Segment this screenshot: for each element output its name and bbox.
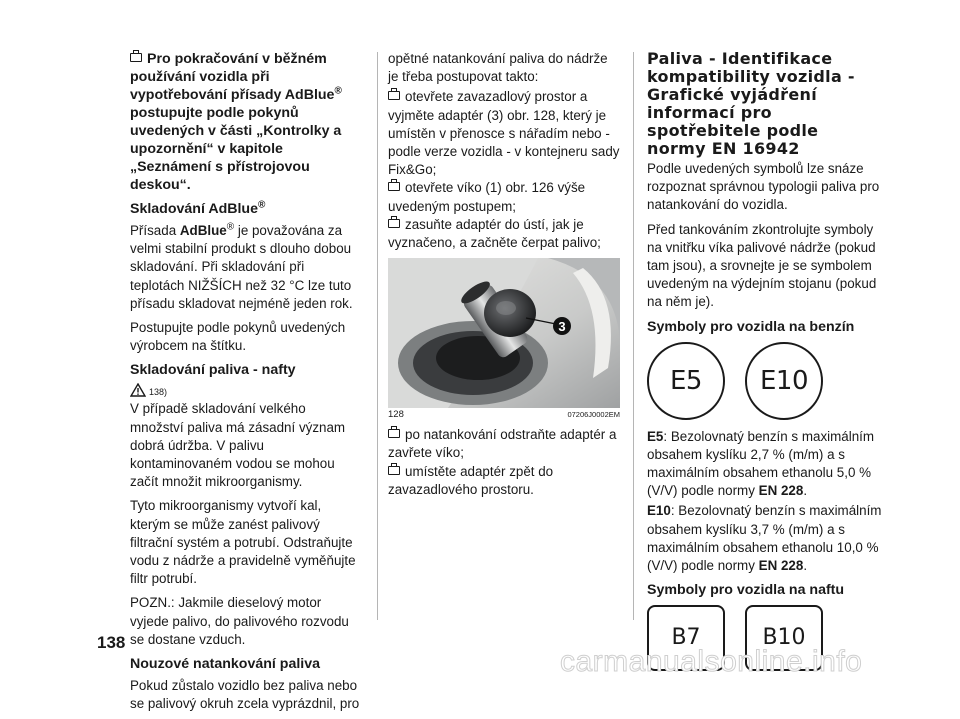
list-item <box>388 463 620 499</box>
car-trunk-bullet-icon <box>388 182 400 191</box>
list-item-text: zasuňte adaptér do ústí, jak je vyznačeno, a začněte čerpat palivo; <box>388 216 601 251</box>
lead-text-2: postupujte podle pokynů uvedených v části „Kontrolky a upozornění“ v kapitole „Seznámení s přístrojovou deskou“. <box>130 105 342 193</box>
warning-ref-number: 138) <box>149 387 168 398</box>
e5-label: E5 <box>647 428 664 444</box>
list-item-text: po natankování odstraňte adaptér a zavřete víko; <box>388 427 617 461</box>
paragraph-diesel-2: Tyto mikroorganismy vytvoří kal, kterým se může zanést palivový filtrační systém a potrubí. Odstraňujte vodu z nádrže a pravidelně vyměňujte filtr potrubí. <box>130 498 356 587</box>
figure-128-photo <box>388 258 620 408</box>
fuel-adapter-illustration <box>388 258 620 408</box>
e10-label: E10 <box>647 503 671 519</box>
callout-number: 3 <box>558 319 566 335</box>
list-item-text: otevřete víko (1) obr. 126 výše uvedeným postupem; <box>388 180 586 214</box>
paragraph-emergency: Pokud zůstalo vozidlo bez paliva nebo se palivový okruh zcela vyprázdnil, pro <box>130 678 360 712</box>
text: : Bezolovnatý benzín s maximálním obsahem kyslíku 3,7 % (m/m) a s maximálním obsahem ethanolu 10,0 % (V/V) podle normy <box>647 503 882 574</box>
text: Přísada <box>130 223 180 238</box>
lead-text-1: Pro pokračování v běžném používání vozidla při vypotřebování přísady AdBlue <box>130 51 335 103</box>
norm-reference: EN 228 <box>758 483 804 499</box>
watermark: carmanualsonline.info <box>560 645 863 678</box>
paragraph-note: POZN.: Jakmile dieselový motor vyjede palivo, do palivového rozvodu se dostane vzduch. <box>130 595 349 647</box>
heading-petrol-symbols: Symboly pro vozidla na benzín <box>647 318 855 335</box>
petrol-symbols <box>647 342 882 420</box>
paragraph-continued: opětné natankování paliva do nádrže je třeba postupovat takto: <box>388 51 608 85</box>
column-right <box>647 50 882 679</box>
list-item <box>388 88 620 179</box>
text: : Bezolovnatý benzín s maximálním obsahem kyslíku 2,7 % (m/m) a s maximálním obsahem ethanolu 5,0 % (V/V) podle normy <box>647 428 875 499</box>
car-trunk-bullet-icon <box>388 466 400 475</box>
paragraph-diesel-1: V případě skladování velkého množství paliva má zásadní význam dobrá údržba. V palivu kontaminovaném vodou se mohou začít množit mikroorganismy. <box>130 401 346 490</box>
page-number: 138 <box>97 633 126 652</box>
heading-adblue-storage <box>130 200 360 218</box>
text: . <box>803 483 808 499</box>
paragraph-check-symbols: Před tankováním zkontrolujte symboly na vnitřku víka palivové nádrže (pokud tam jsou), a srovnejte je se symbolem uvedeným na výdejním stojanu (pokud na něm je). <box>647 221 877 310</box>
figure-number: 128 <box>388 409 404 421</box>
column-middle <box>388 50 620 499</box>
list-item <box>388 179 620 215</box>
section-heading: Paliva - Identifikace kompatibility vozidla - Grafické vyjádření informací pro spotřebitele podle normy EN 16942 <box>647 49 855 158</box>
paragraph-e5 <box>647 428 882 501</box>
figure-caption <box>388 408 620 422</box>
list-item-text: umístěte adaptér zpět do zavazadlového prostoru. <box>388 463 554 497</box>
column-divider <box>377 52 378 620</box>
list-item <box>388 216 620 252</box>
registered-mark: ® <box>257 199 266 211</box>
paragraph-label-instructions: Postupujte podle pokynů uvedených výrobcem na štítku. <box>130 320 346 354</box>
norm-reference: EN 228 <box>758 558 804 574</box>
warning-reference <box>130 383 360 397</box>
list-item <box>388 426 620 462</box>
car-trunk-bullet-icon <box>388 91 400 100</box>
adblue-term: AdBlue <box>179 223 227 238</box>
heading-text: Skladování AdBlue <box>130 201 258 217</box>
e10-symbol: E10 <box>745 342 823 420</box>
heading-emergency-refuel: Nouzové natankování paliva <box>130 656 321 673</box>
e5-symbol: E5 <box>647 342 725 420</box>
heading-diesel-symbols: Symboly pro vozidla na naftu <box>647 582 845 599</box>
paragraph-intro: Podle uvedených symbolů lze snáze rozpoznat správnou typologii paliva pro natankování do vozidla. <box>647 161 880 213</box>
lead-paragraph <box>130 50 360 194</box>
column-left <box>130 50 360 719</box>
text: . <box>803 558 808 574</box>
heading-diesel-storage: Skladování paliva - nafty <box>130 362 296 379</box>
b10-symbol: B10 <box>745 605 823 671</box>
paragraph-adblue-storage <box>130 222 360 313</box>
text: je považována za velmi stabilní produkt s dlouho dobou skladování. Při skladování při teplotách NIŽŠÍCH než 32 °C lze tuto přísadu skladovat nejméně jeden rok. <box>130 223 353 311</box>
registered-mark: ® <box>334 85 342 97</box>
registered-mark: ® <box>226 221 235 233</box>
car-trunk-bullet-icon <box>388 429 400 438</box>
car-trunk-bullet-icon <box>388 219 400 228</box>
figure-code: 07206J0002EM <box>567 410 620 420</box>
warning-triangle-icon <box>130 383 146 397</box>
b7-symbol: B7 <box>647 605 725 671</box>
list-item-text: otevřete zavazadlový prostor a vyjměte adaptér (3) obr. 128, který je umístěn v přenosce s nářadím nebo - podle verze vozidla - v kontejneru sady Fix&Go; <box>388 89 620 178</box>
column-divider <box>633 52 634 620</box>
paragraph-e10 <box>647 502 882 575</box>
car-trunk-bullet-icon <box>130 53 142 62</box>
